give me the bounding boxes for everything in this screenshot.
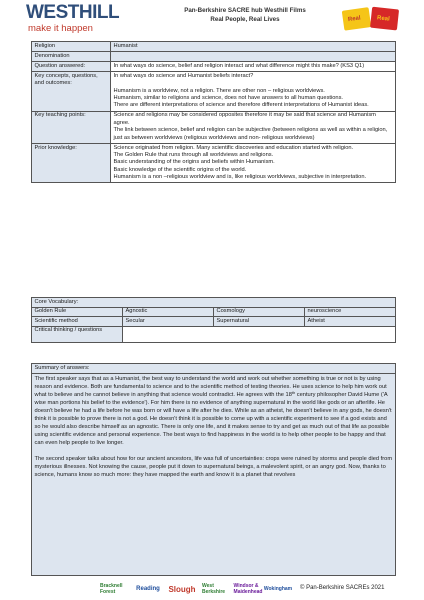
row-label: Key teaching points: — [32, 111, 111, 143]
windsor-maidenhead-crest-icon: Windsor & Maidenhead — [233, 583, 263, 595]
title-line-2: Real People, Real Lives — [210, 15, 280, 23]
copyright-notice: © Pan-Berkshire SACREs 2021 — [300, 585, 385, 591]
row-value: In what ways do science, belief and religion interact and what difference might this make? (KS3 Q1) — [111, 62, 396, 72]
row-label: Question answered: — [32, 62, 111, 72]
prior-line: Humanism is a non –religious worldview and is, like religious worldviews, subjective in interpretation. — [113, 174, 367, 181]
row-value: Humanist — [111, 42, 396, 52]
vocab-term: Cosmology — [214, 307, 305, 317]
vocab-row — [32, 307, 396, 317]
concept-line: Humanism, similar to religions and science, does not have answers to all human questions. — [113, 95, 344, 101]
page-header — [0, 0, 424, 40]
table-row-prior-knowledge — [32, 143, 396, 183]
lesson-info-table — [31, 41, 396, 183]
west-berkshire-logo: West Berkshire — [202, 583, 226, 595]
row-value — [111, 111, 396, 143]
vocab-row — [32, 317, 396, 327]
summary-paragraph-2: The second speaker talks about how for our ancient ancestors, life was full of uncertainties: crops were ruined by storms and people died from mysterious illnesses. Not knowing the cause, people put it down to supernatural beings, a malevolent spirit, or an angry god. Now, thanks to science, humans know so much more: they have mapped the earth and know it is a planet that revolves — [34, 456, 393, 479]
critical-thinking-value — [123, 326, 396, 342]
summary-heading: Summary of answers: — [32, 364, 395, 374]
critical-thinking-label: Critical thinking / questions — [32, 326, 123, 342]
real-people-real-lives-badge-icon — [342, 3, 400, 35]
reading-logo: Reading — [136, 586, 160, 592]
logo-wordmark: WESTHILL — [26, 2, 120, 23]
table-row-key-concepts — [32, 72, 396, 112]
table-row-denomination — [32, 52, 396, 62]
vocab-term: Scientific method — [32, 317, 123, 327]
vocab-term: Supernatural — [214, 317, 305, 327]
row-label: Religion — [32, 42, 111, 52]
row-value — [111, 143, 396, 183]
table-row-religion — [32, 42, 396, 52]
core-vocabulary-table — [31, 297, 396, 343]
summary-text: The first speaker says that as a Humanist, the best way to understand the world and work out whether something is true or not is by using reason and evidence. Both are fundamental to science and to the scientific method of testing theories. He uses science to help him work out what to believe and he cannot believe in anything that science would contradict. He agrees with the 18 — [34, 376, 387, 399]
summary-paragraph-1 — [35, 375, 393, 447]
summary-body — [32, 374, 395, 576]
westhill-logo — [26, 2, 120, 37]
vocab-term: Atheist — [305, 317, 396, 327]
concept-line: Humanism is a worldview, not a religion. There are other non – religious worldviews. — [113, 87, 325, 94]
slough-logo: Slough — [168, 584, 196, 594]
row-label: Key concepts, questions, and outcomes: — [32, 72, 111, 112]
row-value — [111, 52, 396, 62]
row-label: Denomination — [32, 52, 111, 62]
table-row-teaching-points — [32, 111, 396, 143]
vocab-term: Agnostic — [123, 307, 214, 317]
critical-thinking-row — [32, 326, 396, 342]
vocab-term: neuroscience — [305, 307, 396, 317]
svg-text:Real: Real — [376, 15, 390, 23]
concept-line: In what ways do science and Humanist beliefs interact? — [113, 72, 254, 79]
page-footer — [0, 578, 424, 600]
summary-text: century philosopher David Hume ('A wise man portions his belief to the evidence'). For him there is no evidence of anything supernatural in the world like gods or an afterlife. He doesn't believe he had a life before he was born or will have a life after he dies. While as an atheist, he doesn't believe in any gods, he doesn't think it is possible to prove there is not a god. He doesn't think it is possible to come up with a scientific experiment to see if a god exists and so he would also describe himself as an agnostic. There is only one life, and it makes sense to try and get as much out of that life as possible using scientific evidence and personal experience. The best ways to find happiness in the world is to help other people to be happy and that can even help people to live longer. — [34, 392, 392, 447]
concept-line: There are different interpretations of science and therefore different interpretations of Humanist ideas. — [113, 102, 369, 109]
prior-line: Science originated from religion. Many scientific discoveries and education started with religion. — [113, 144, 354, 151]
wokingham-logo: Wokingham — [263, 586, 293, 592]
row-label: Prior knowledge: — [32, 143, 111, 183]
bracknell-forest-logo: Bracknell Forest — [100, 583, 123, 595]
title-line-1: Pan-Berkshire SACRE hub Westhill Films — [184, 7, 306, 14]
row-value — [111, 72, 396, 112]
prior-line: The Golden Rule that runs through all worldviews and religions. — [113, 152, 274, 159]
ordinal-suffix: th — [291, 390, 296, 396]
svg-text:Real: Real — [347, 15, 362, 24]
vocab-heading: Core Vocabulary: — [32, 298, 396, 308]
table-row-question — [32, 62, 396, 72]
logo-tagline: make it happen — [28, 23, 93, 34]
vocab-term: Secular — [123, 317, 214, 327]
prior-line: Basic knowledge of the scientific origins of the world. — [113, 166, 247, 173]
vocab-header-row — [32, 298, 396, 308]
summary-of-answers — [31, 363, 396, 576]
vocab-term: Golden Rule — [32, 307, 123, 317]
teaching-line: The link between science, belief and religion can be subjective (between religions as well as within a religion, just as between worldviews (religious worldviews and non- religious worldviews) — [113, 127, 388, 141]
prior-line: Basic understanding of the origins and beliefs within Humanism. — [113, 159, 275, 166]
document-title — [120, 7, 370, 24]
spacer — [114, 80, 393, 87]
teaching-line: Science and religions may be considered opposites therefore it may be said that science and Humanism agree. — [113, 112, 376, 126]
